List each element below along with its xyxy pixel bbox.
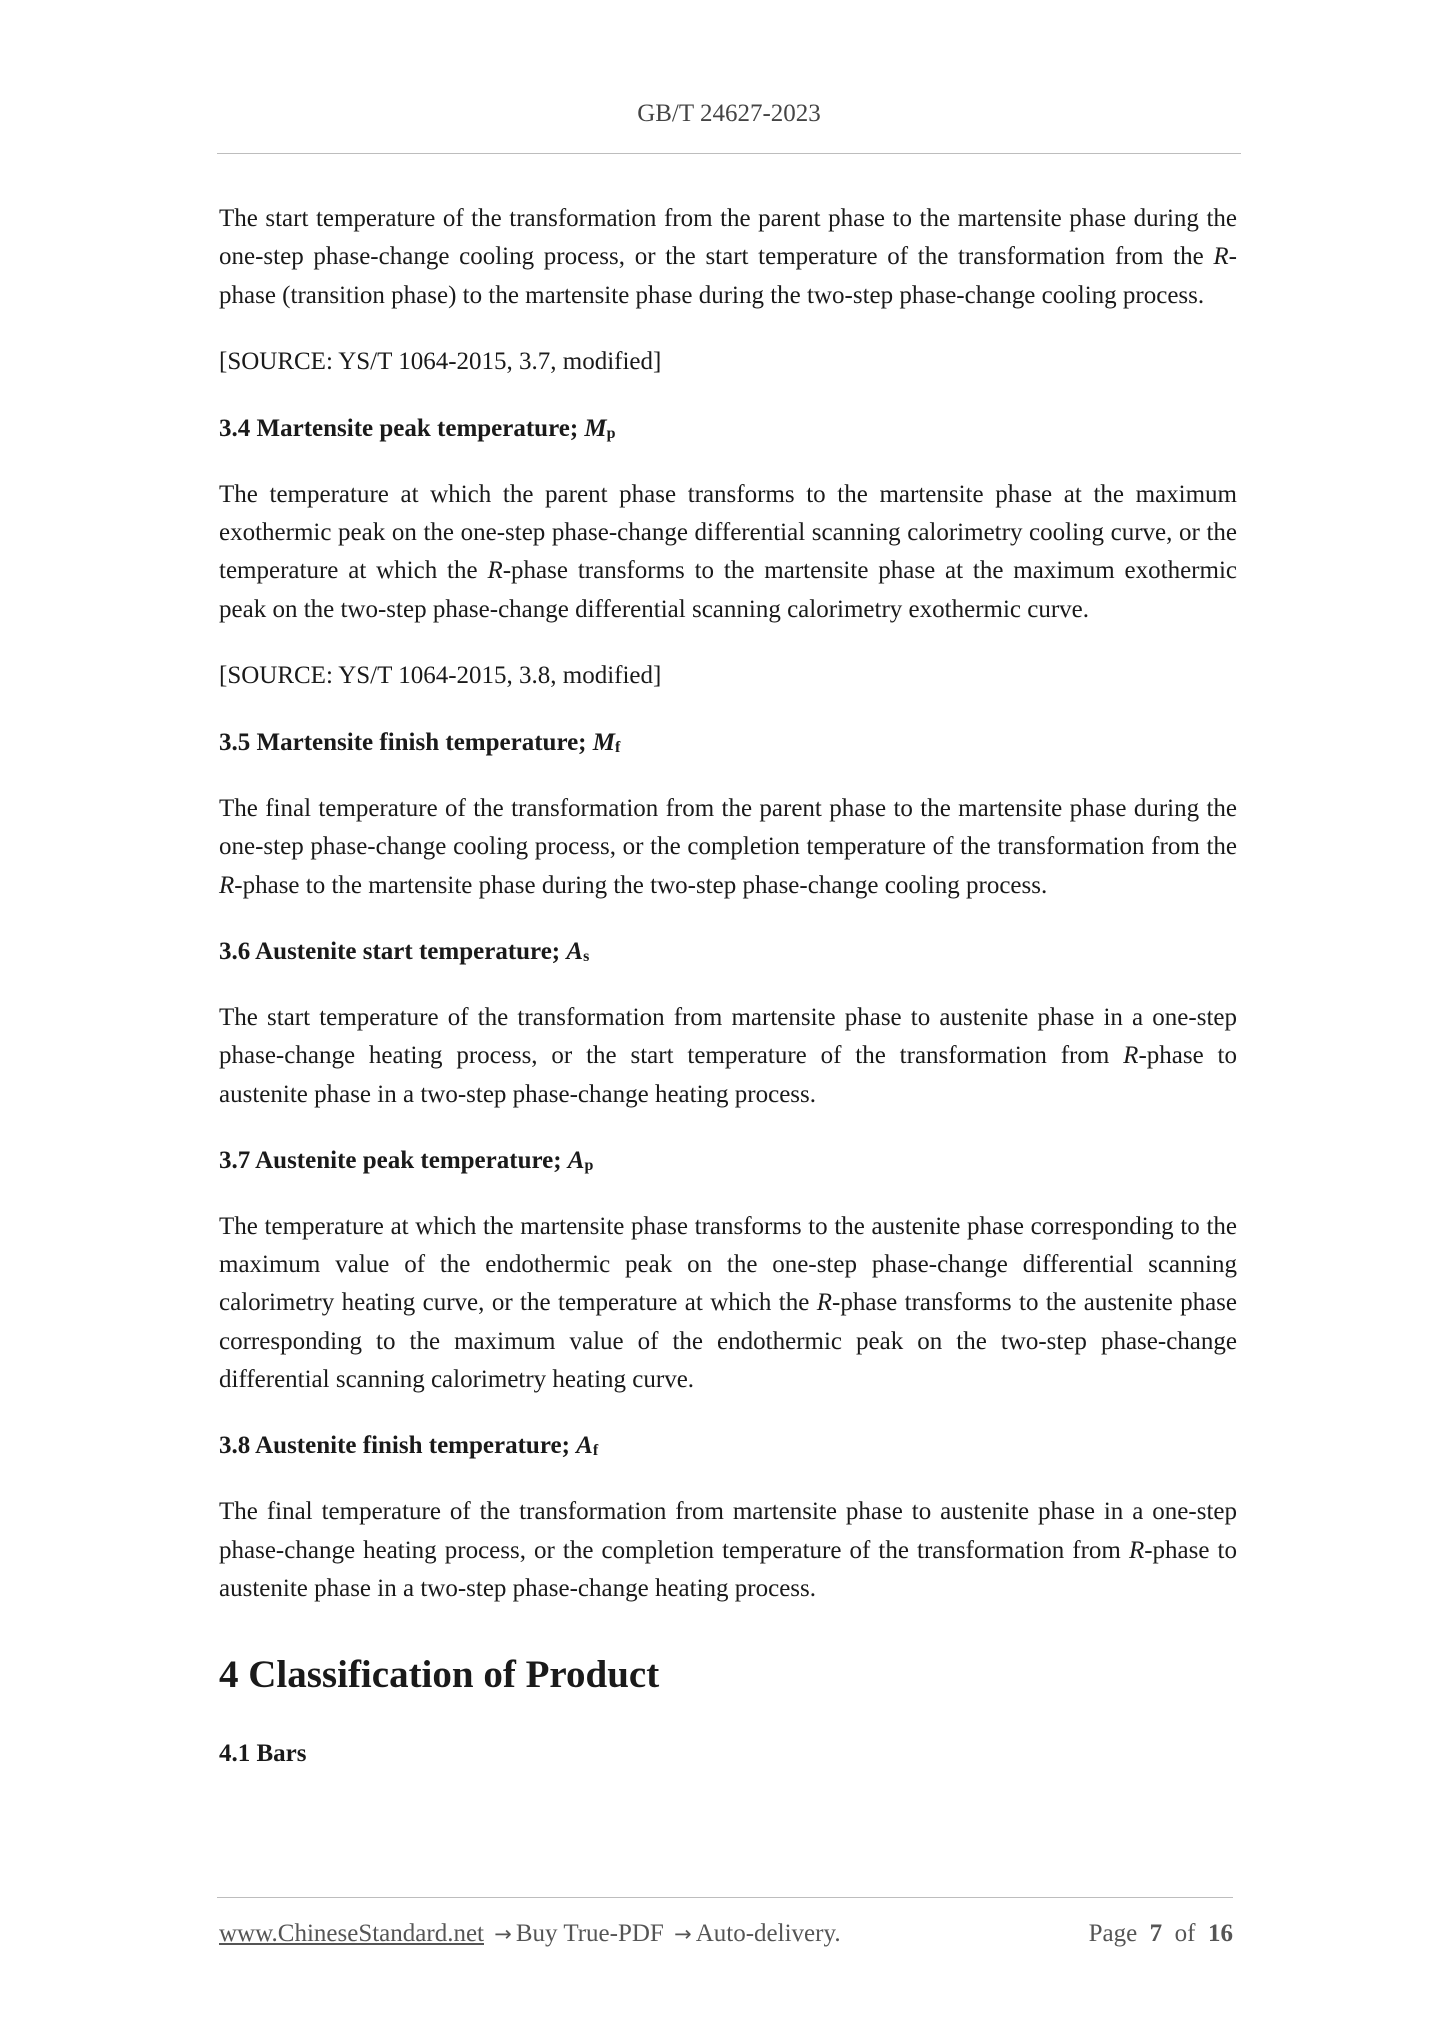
definition-3-5: [219, 790, 1237, 905]
definition-3-7: [219, 1208, 1237, 1399]
page-label: Page: [1088, 1920, 1138, 1947]
page-number: [1089, 1920, 1233, 1948]
footer-divider: [217, 1897, 1233, 1898]
term-symbol-sub-3-5: f: [615, 739, 621, 757]
italic-symbol: R: [816, 1289, 832, 1317]
buy-true-pdf-text: Buy True-PDF: [515, 1920, 664, 1947]
text-run: The start temperature of the transformation from the parent phase to the martensite phase during the one-step phase-change cooling process, or the start temperature of the transformation from the: [219, 205, 1237, 271]
term-title-3-7: 3.7 Austenite peak temperature;: [219, 1146, 568, 1174]
italic-symbol: R: [1123, 1042, 1139, 1070]
term-title-3-6: 3.6 Austenite start temperature;: [219, 937, 567, 965]
term-symbol-3-6: A: [566, 937, 584, 965]
italic-symbol: R: [1213, 243, 1229, 271]
document-code-header: GB/T 24627-2023: [637, 100, 821, 127]
right-arrow-icon: →: [674, 1922, 692, 1946]
italic-symbol: R: [219, 871, 235, 899]
text-run: -phase transforms to the martensite phase at the maximum exothermic peak on the two-step phase-change differential scanning calorimetry exothermic curve.: [219, 557, 1237, 623]
term-symbol-sub-3-6: s: [583, 947, 590, 965]
auto-delivery-text: Auto-delivery.: [695, 1920, 841, 1947]
term-symbol-3-7: A: [567, 1146, 585, 1174]
source-note-3-3: [SOURCE: YS/T 1064-2015, 3.7, modified]: [219, 347, 662, 375]
total-page-number: 16: [1208, 1920, 1233, 1947]
text-run: The final temperature of the transformation from martensite phase to austenite phase in a one-step phase-change heating process, or the completion temperature of the transformation from: [219, 1498, 1237, 1564]
term-symbol-3-4: M: [584, 414, 607, 442]
term-symbol-sub-3-4: p: [606, 424, 616, 442]
term-symbol-3-8: A: [576, 1432, 593, 1460]
definition-3-6: [219, 999, 1237, 1114]
page-of-label: of: [1174, 1920, 1196, 1947]
chapter-heading-4: 4 Classification of Product: [219, 1653, 660, 1697]
term-title-3-8: 3.8 Austenite finish temperature;: [219, 1432, 577, 1460]
text-run: -phase to austenite phase in a two-step phase-change heating process.: [219, 1042, 1237, 1108]
subsection-heading-4-1: 4.1 Bars: [219, 1740, 307, 1768]
text-run: -phase transforms to the austenite phase corresponding to the maximum value of the endothermic peak on the two-step phase-change differential scanning calorimetry heating curve.: [219, 1289, 1237, 1394]
text-run: -phase (transition phase) to the martensite phase during the two-step phase-change cooling process.: [219, 243, 1237, 309]
term-heading-3-7: [219, 1142, 1237, 1180]
header-divider: [217, 153, 1241, 154]
term-title-3-4: 3.4 Martensite peak temperature;: [219, 414, 585, 442]
term-title-3-5: 3.5 Martensite finish temperature;: [219, 729, 593, 757]
text-run: -phase to austenite phase in a two-step phase-change heating process.: [219, 1536, 1237, 1602]
term-symbol-3-5: M: [592, 729, 615, 757]
definition-3-8: [219, 1493, 1237, 1608]
page-content: [219, 200, 1237, 1773]
source-note-3-4: [SOURCE: YS/T 1064-2015, 3.8, modified]: [219, 662, 662, 690]
term-heading-3-4: [219, 410, 1237, 448]
definition-3-3: [219, 200, 1237, 315]
term-symbol-sub-3-7: p: [584, 1156, 594, 1174]
term-heading-3-8: [219, 1427, 1237, 1465]
chinesestandard-link[interactable]: www.ChineseStandard.net: [219, 1920, 484, 1947]
italic-symbol: R: [1128, 1536, 1145, 1564]
italic-symbol: R: [487, 557, 503, 585]
right-arrow-icon: →: [494, 1922, 512, 1946]
term-heading-3-5: [219, 724, 1237, 762]
footer-promo: [219, 1920, 841, 1948]
text-run: The final temperature of the transformation from the parent phase to the martensite phase during the one-step phase-change cooling process, or the completion temperature of the transformation from the: [219, 795, 1237, 861]
text-run: The temperature at which the martensite phase transforms to the austenite phase corresponding to the maximum value of the endothermic peak on the one-step phase-change differential scanning calorimetry heating curve, or the temperature at which the: [219, 1212, 1237, 1317]
text-run: The start temperature of the transformation from martensite phase to austenite phase in a one-step phase-change heating process, or the start temperature of the transformation from: [219, 1003, 1237, 1070]
term-symbol-sub-3-8: f: [592, 1442, 599, 1460]
text-run: The temperature at which the parent phase transforms to the martensite phase at the maximum exothermic peak on the one-step phase-change differential scanning calorimetry cooling curve, or the temperature at which the: [219, 480, 1237, 585]
definition-3-4: [219, 476, 1237, 629]
term-heading-3-6: [219, 933, 1237, 971]
text-run: -phase to the martensite phase during the two-step phase-change cooling process.: [234, 871, 1048, 899]
current-page-number: 7: [1149, 1920, 1163, 1947]
